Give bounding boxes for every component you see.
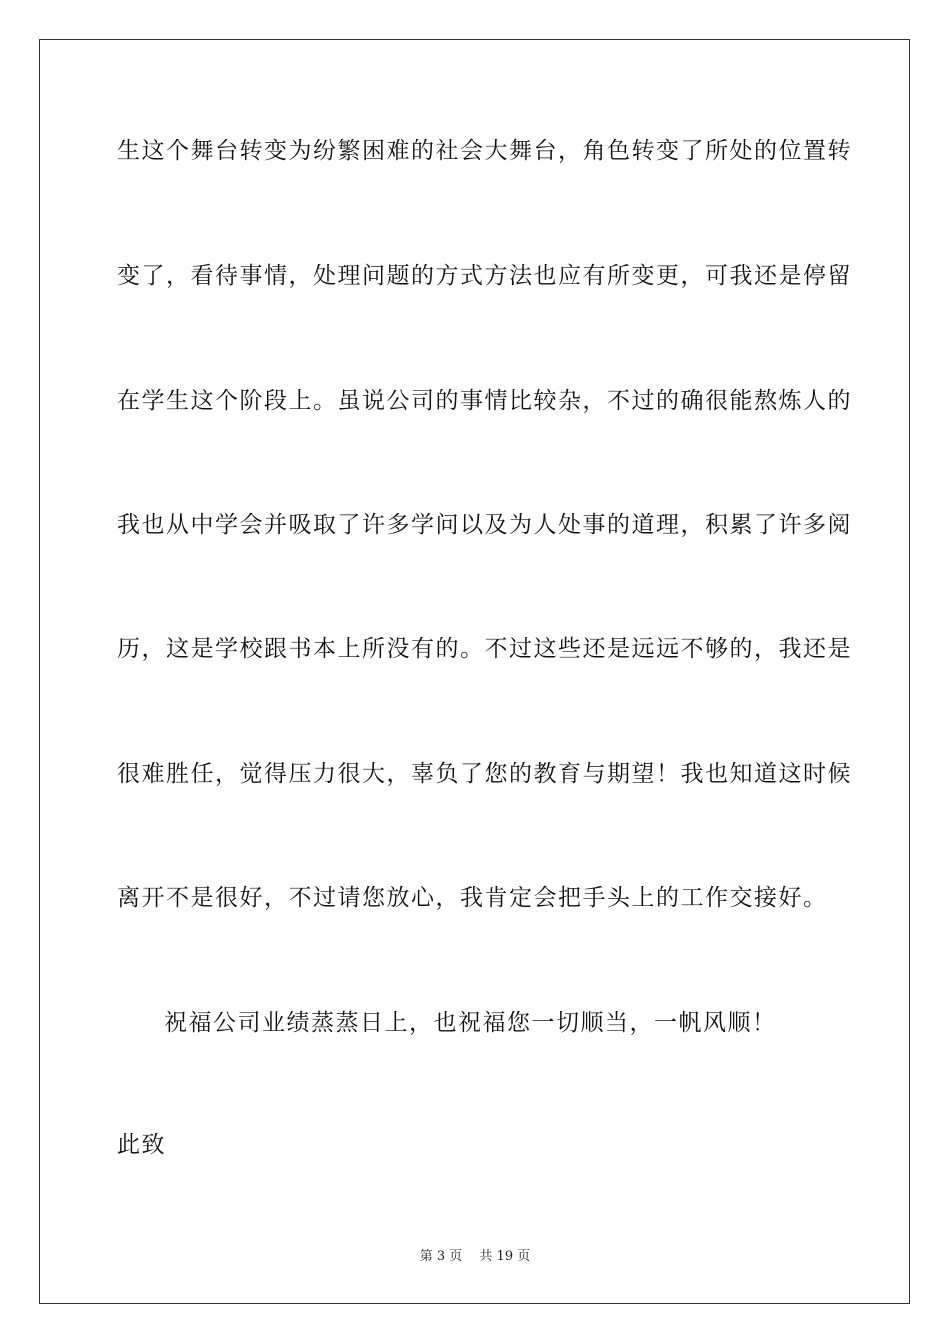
body-line: 很难胜任，觉得压力很大，辜负了您的教育与期望！我也知道这时候 — [117, 761, 852, 787]
page-border — [39, 39, 910, 1304]
body-line: 离开不是很好，不过请您放心，我肯定会把手头上的工作交接好。 — [117, 885, 828, 911]
body-line: 我也从中学会并吸取了许多学问以及为人处事的道理，积累了许多阅 — [117, 512, 852, 538]
body-line: 生这个舞台转变为纷繁困难的社会大舞台，角色转变了所处的位置转 — [117, 138, 852, 164]
body-line: 历，这是学校跟书本上所没有的。不过这些还是远远不够的，我还是 — [117, 636, 852, 662]
body-line: 变了，看待事情，处理问题的方式方法也应有所变更，可我还是停留 — [117, 263, 852, 289]
page-number-footer: 第 3 页 共 19 页 — [419, 1249, 531, 1264]
body-line: 在学生这个阶段上。虽说公司的事情比较杂，不过的确很能熬炼人的 — [117, 388, 852, 414]
closing-wish-paragraph: 祝福公司业绩蒸蒸日上，也祝福您一切顺当，一帆风顺！ — [164, 1010, 777, 1036]
closing-salutation: 此致 — [117, 1132, 166, 1158]
